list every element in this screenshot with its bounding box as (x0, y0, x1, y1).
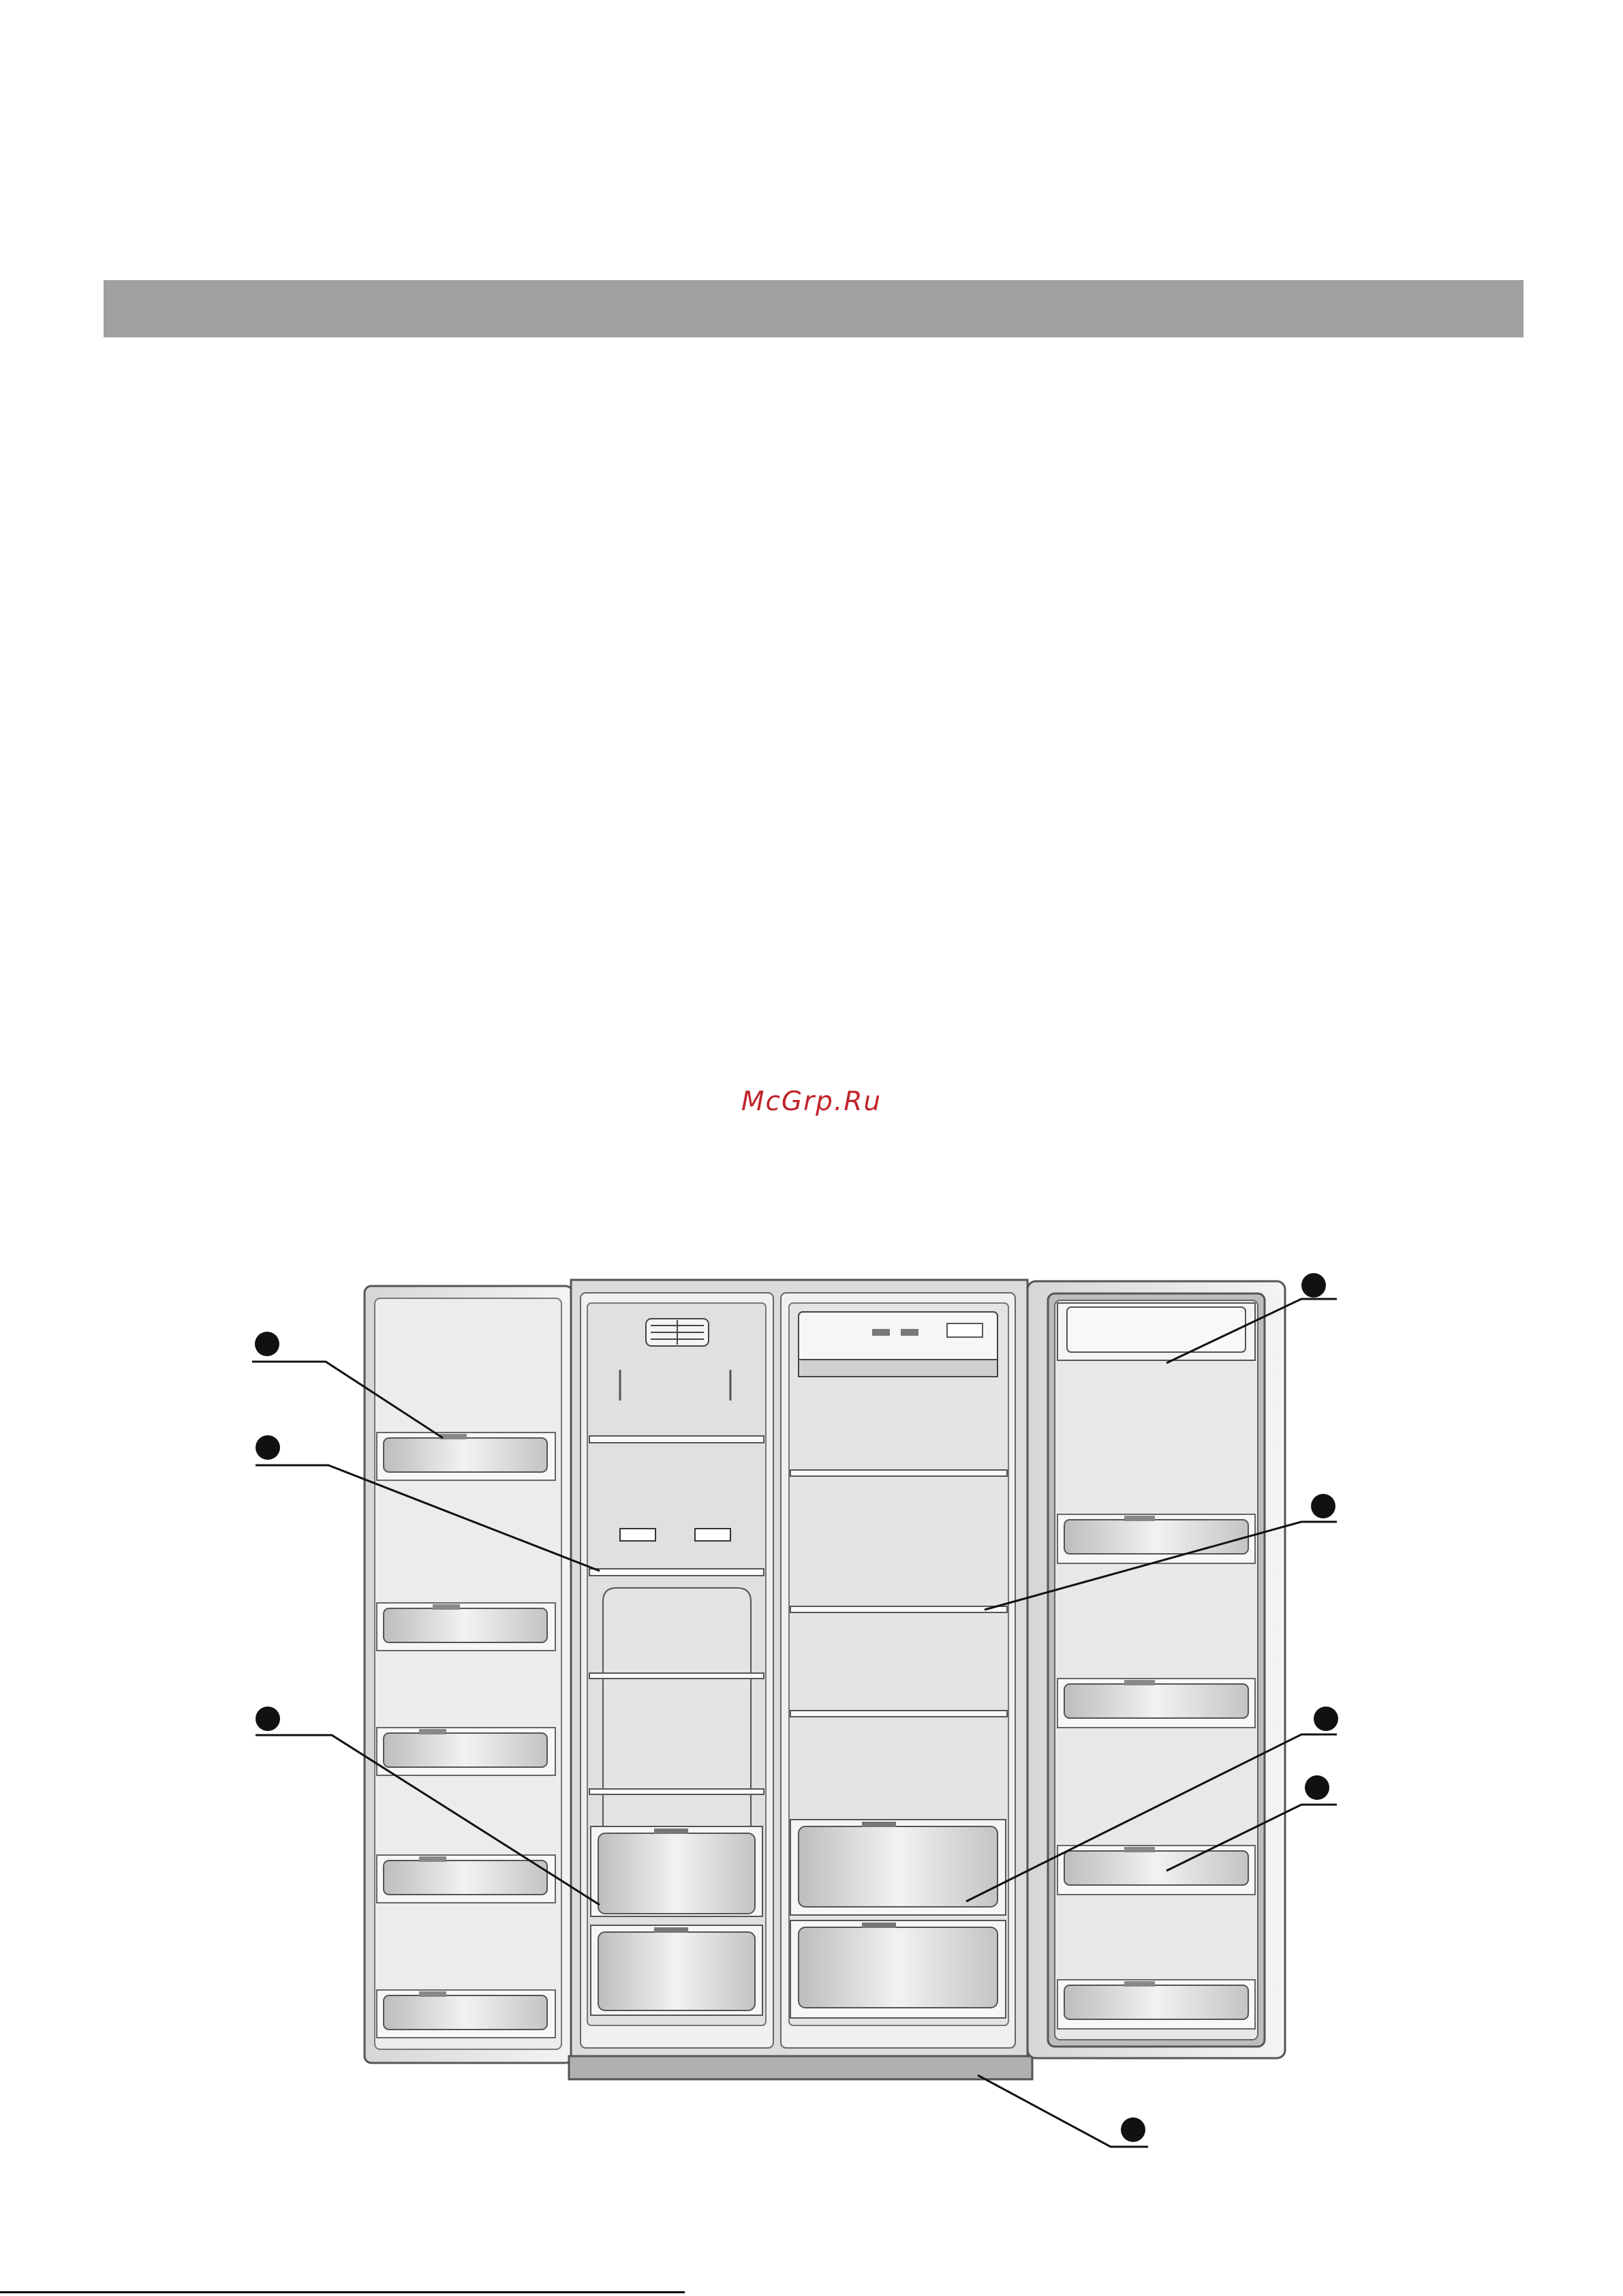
fridge-compartment (781, 1293, 1015, 2048)
cabinet (569, 1280, 1032, 2079)
base-grille (569, 2056, 1032, 2079)
left-door-bin (377, 1433, 555, 1480)
callout-marker (256, 1435, 280, 1460)
watermark: McGrp.Ru (741, 1086, 882, 1117)
right-door-bin (1057, 1846, 1255, 1895)
right-door-bin (1057, 1514, 1255, 1563)
callout-marker (256, 1706, 280, 1731)
callout-marker (1314, 1706, 1338, 1731)
left-door (365, 1286, 572, 2063)
left-door-bin (377, 1990, 555, 2038)
footer-rule (0, 2291, 685, 2293)
callout-marker (1305, 1775, 1329, 1800)
callout-marker (1311, 1494, 1335, 1518)
right-door-bin (1057, 1980, 1255, 2029)
left-door-bin (377, 1603, 555, 1651)
callout-marker (1301, 1273, 1326, 1298)
freezer-compartment (581, 1293, 773, 2048)
left-door-bin (377, 1855, 555, 1903)
left-door-bin (377, 1728, 555, 1775)
callout-marker (255, 1332, 279, 1356)
callout-marker (1121, 2117, 1145, 2142)
right-door-bin (1057, 1679, 1255, 1728)
right-door (1027, 1281, 1285, 2058)
